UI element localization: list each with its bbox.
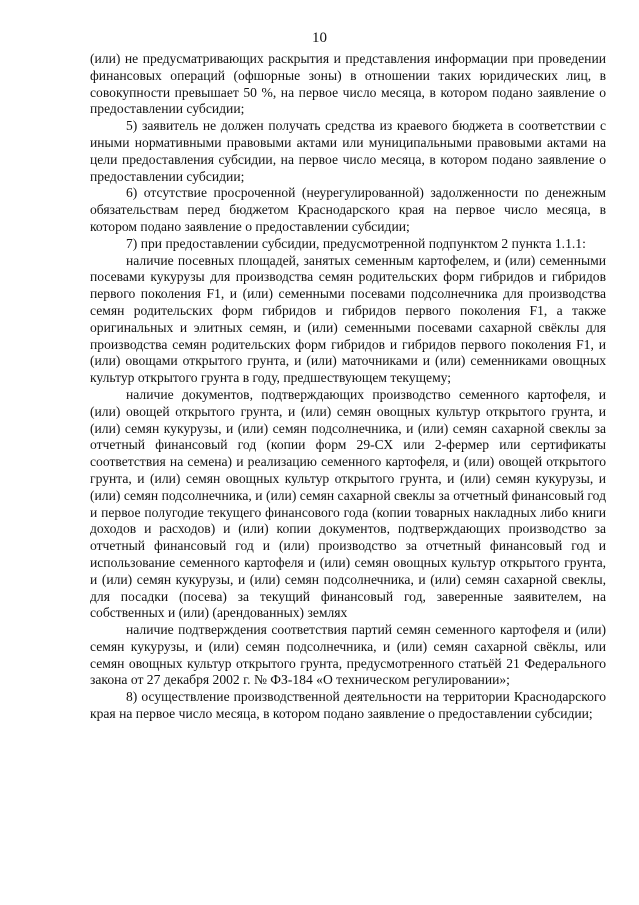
paragraph-conformity-confirmation: наличие подтверждения соответствия партий семян семенного картофеля и (или) семян кукурузы, и (или) семян подсолнечника, и (или) семян сахарной свёклы, или семян овощных культур открытого грунта, предусмотренного статьёй 21 Федерального закона от 27 декабря 2002 г. № ФЗ-184 «О техническом регулировании»;	[90, 622, 606, 688]
paragraph-item-8: 8) осуществление производственной деятельности на территории Краснодарского края на первое число месяца, в котором подано заявление о предоставлении субсидии;	[90, 689, 606, 722]
page-number: 10	[312, 30, 327, 46]
paragraph-continuation: (или) не предусматривающих раскрытия и представления информации при проведении финансовых операций (офшорные зоны) в отношении таких юридических лиц, в совокупности превышает 50 %, на первое число месяца, в котором подано заявление о предоставлении субсидии;	[90, 51, 606, 117]
paragraph-production-documents: наличие документов, подтверждающих производство семенного картофеля, и (или) овощей открытого грунта, и (или) семян овощных культур открытого грунта, и (или) семян кукурузы, и (или) семян подсолнечника, и (или) семян сахарной свеклы за отчетный финансовый год (копии форм 29-СХ или 2-фермер или сертификаты соответствия на семена) и реализацию семенного картофеля, и (или) овощей открытого грунта, и (или) семян овощных культур открытого грунта, и (или) семян кукурузы, и (или) семян подсолнечника, и (или) семян сахарной свеклы за отчетный финансовый год и первое полугодие текущего финансового года (копии товарных накладных либо книги доходов и расходов) и (или) копии документов, подтверждающих производство за отчетный финансовый год и (или) производство за отчетный финансовый год и использование семенного картофеля и (или) семян овощных культур открытого грунта, и (или) семян кукурузы, и (или) семян подсолнечника, и (или) семян сахарной свеклы, для посадки (посева) за текущий финансовый год, заверенные заявителем, на собственных и (или) (арендованных) землях	[90, 386, 606, 621]
paragraph-item-6: 6) отсутствие просроченной (неурегулированной) задолженности по денежным обязательствам перед бюджетом Краснодарского края на первое число месяца, в котором подано заявление о предоставлении субсидии;	[90, 185, 606, 234]
paragraph-sowing-areas: наличие посевных площадей, занятых семенным картофелем, и (или) семенными посевами кукурузы для производства семян родительских форм гибридов и гибридов первого поколения F1, и (или) семенными посевами подсолнечника для производства семян родительских форм гибридов и гибридов первого поколения F1, а также оригинальных и элитных семян, и (или) семенными посевами сахарной свёклы для производства семян родительских форм гибридов и гибридов первого поколения F1, и (или) овощами открытого грунта, и (или) маточниками и (или) семенниками овощных культур открытого грунта в году, предшествующем текущему;	[90, 252, 606, 386]
paragraph-item-5: 5) заявитель не должен получать средства из краевого бюджета в соответствии с иными нормативными правовыми актами или муниципальными правовыми актами на цели предоставления субсидии, на первое число месяца, в котором подано заявление о предоставлении субсидии;	[90, 118, 606, 184]
document-body	[90, 51, 606, 723]
paragraph-item-7: 7) при предоставлении субсидии, предусмотренной подпунктом 2 пункта 1.1.1:	[126, 235, 586, 251]
